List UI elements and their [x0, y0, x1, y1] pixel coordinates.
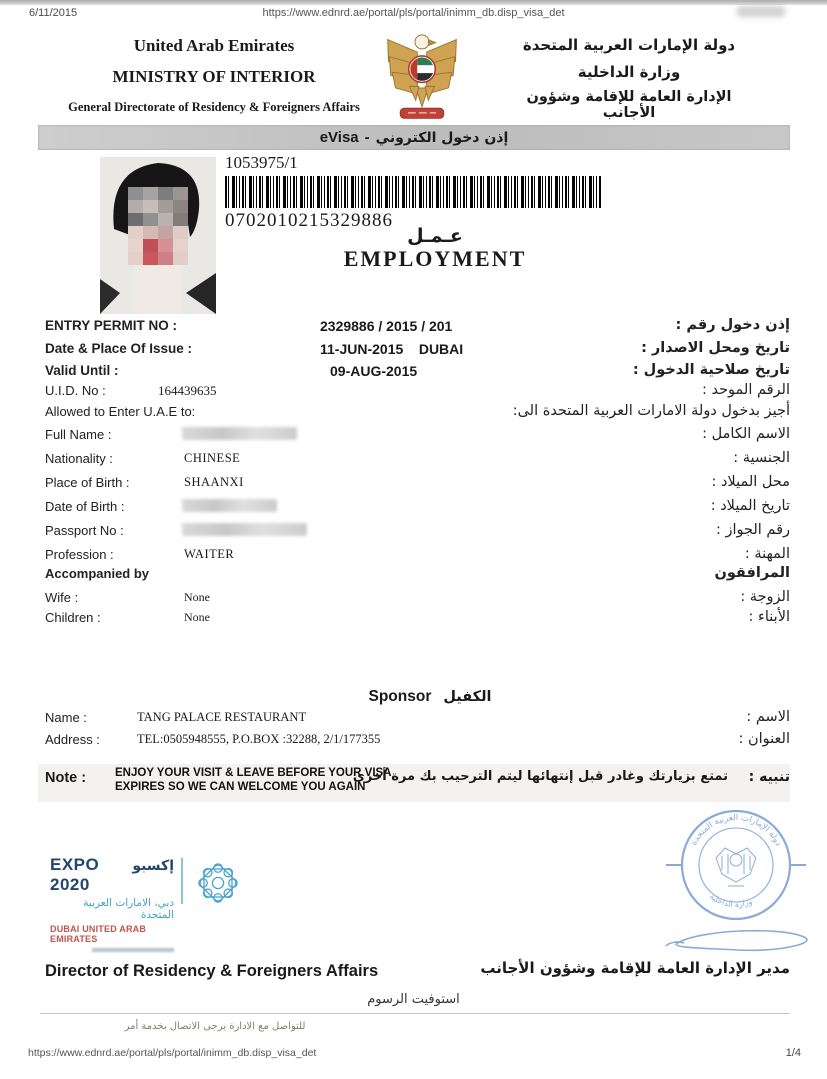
field-row-full-name — [45, 427, 790, 445]
field-label-en: Passport No : — [45, 523, 124, 538]
letterhead-english — [64, 36, 364, 115]
field-label-en: Place of Birth : — [45, 475, 130, 490]
field-row-place-of-birth — [45, 475, 790, 493]
accompanied-heading — [45, 566, 790, 584]
sponsor-row-address — [45, 732, 790, 750]
evisa-title-ar: إذن دخول الكتروني — [375, 129, 509, 146]
visa-type-ar: عـمـل — [407, 225, 463, 247]
expo-2020-logo — [50, 855, 174, 952]
applicant-photo — [100, 157, 216, 314]
contact-note-ar: للتواصل مع الادارة يرجى الاتصال بخدمة أمر — [124, 1021, 306, 1032]
field-row-valid-until — [45, 363, 790, 381]
ministry-name-ar: وزارة الداخلية — [577, 63, 681, 81]
field-value: 09-AUG-2015 — [330, 363, 418, 379]
official-stamp — [628, 796, 827, 958]
field-label-en: Date & Place Of Issue : — [45, 341, 193, 356]
evisa-title-en: eVisa — [319, 129, 359, 146]
page-number: 1/4 — [785, 1047, 801, 1059]
barcode-number: 0702010215329886 — [225, 210, 393, 231]
field-value: TANG PALACE RESTAURANT — [137, 710, 307, 724]
signature-scribble — [666, 931, 807, 951]
field-label-ar: إذن دخول رقم : — [675, 317, 790, 333]
field-value: 164439635 — [158, 383, 217, 398]
field-label-ar: الاسم : — [746, 709, 790, 725]
field-label-ar: تاريخ صلاحية الدخول : — [632, 362, 790, 378]
expo-fine-print — [92, 948, 174, 952]
document-url-footer: https://www.ednrd.ae/portal/pls/portal/inimm_db.disp_visa_det — [28, 1047, 317, 1059]
redacted-value — [182, 499, 277, 512]
field-row-entry-permit — [45, 318, 790, 336]
expo-rosette-icon — [190, 855, 246, 911]
note-row — [45, 767, 790, 799]
field-value: WAITER — [184, 547, 235, 561]
sponsor-heading-ar: الكفيل — [443, 689, 492, 705]
field-row-nationality — [45, 451, 790, 469]
directorate-name-ar: الإدارة العامة للإقامة وشؤون الأجانب — [526, 89, 732, 121]
director-title-en: Director of Residency & Foreigners Affairs — [45, 962, 379, 980]
field-label-ar: الزوجة : — [740, 589, 790, 605]
scan-edge-artifact — [0, 0, 827, 5]
field-value: TEL:0505948555, P.O.BOX :32288, 2/1/177355 — [137, 732, 381, 746]
field-label-en: Children : — [45, 610, 101, 625]
field-label-ar: أجيز بدخول دولة الامارات العربية المتحدة الى: — [512, 403, 790, 419]
field-row-profession — [45, 547, 790, 565]
field-row-wife — [45, 590, 790, 608]
field-label-en: Allowed to Enter U.A.E to: — [45, 404, 196, 419]
redacted-value — [182, 523, 307, 536]
field-row-date-of-birth — [45, 499, 790, 517]
sponsor-heading-en: Sponsor — [368, 688, 432, 705]
expo-line3-en: DUBAI UNITED ARAB EMIRATES — [50, 924, 147, 944]
stamp-ring-text-bottom: وزارة الداخلية — [708, 891, 754, 910]
field-row-uid — [45, 383, 790, 401]
visa-file-number: 1053975/1 — [225, 153, 298, 172]
country-name-ar: دولة الإمارات العربية المتحدة — [522, 36, 736, 54]
field-label-en: Address : — [45, 732, 100, 747]
field-label-en: Full Name : — [45, 427, 112, 442]
note-text-ar: تمتع بزيارتك وغادر قبل إنتهائها ليتم الترحيب بك مرة أخرى — [352, 769, 728, 784]
expo-divider — [181, 858, 183, 904]
note-label-en: Note : — [45, 770, 87, 786]
sponsor-row-name — [45, 710, 790, 728]
field-value: None — [184, 610, 210, 624]
field-label-en: Name : — [45, 710, 87, 725]
print-date: 6/11/2015 — [29, 7, 78, 19]
field-label-en: U.I.D. No : — [45, 383, 106, 398]
expo-line2-ar: دبي، الامارات العربية المتحدة — [83, 897, 174, 921]
field-label-ar: الجنسية : — [733, 450, 790, 466]
field-label-ar: المهنة : — [744, 546, 790, 562]
stamp-ring-text-top: دولة الإمارات العربية المتحدة — [689, 812, 784, 848]
visa-type-en: EMPLOYMENT — [343, 246, 527, 271]
field-label-en: ENTRY PERMIT NO : — [45, 318, 178, 333]
note-line1: ENJOY YOUR VISIT & LEAVE BEFORE YOUR VISA — [115, 767, 392, 779]
field-label-ar: العنوان : — [738, 731, 790, 747]
field-label-ar: رقم الجواز : — [715, 522, 790, 538]
country-name-en: United Arab Emirates — [133, 36, 295, 55]
directorate-name-en: General Directorate of Residency & Foreigners Affairs — [68, 100, 360, 114]
sponsor-heading — [330, 688, 530, 706]
fees-collected-ar: استوفيت الرسوم — [367, 992, 460, 1007]
field-label-ar: الرقم الموحد : — [701, 382, 790, 398]
note-text-en — [115, 767, 392, 794]
ministry-name-en: MINISTRY OF INTERIOR — [112, 67, 316, 86]
field-label-en: Profession : — [45, 547, 114, 562]
accompanied-heading-ar: المرافقون — [714, 565, 790, 581]
letterhead-arabic — [500, 36, 758, 121]
field-label-en: Wife : — [45, 590, 79, 605]
field-label-ar: محل الميلاد : — [711, 474, 790, 490]
document-url-header: https://www.ednrd.ae/portal/pls/portal/inimm_db.disp_visa_det — [262, 7, 565, 19]
field-label-ar: الأبناء : — [748, 609, 790, 625]
field-value: 11-JUN-2015 DUBAI — [320, 341, 464, 357]
field-value: SHAANXI — [184, 475, 244, 489]
expo-line1-en: EXPO 2020 — [50, 855, 100, 894]
footer-divider — [40, 1013, 790, 1014]
field-value: CHINESE — [184, 451, 241, 465]
evisa-title-separator: - — [364, 129, 370, 146]
expo-line1-ar: إكسبو — [132, 858, 174, 874]
redacted-value — [182, 427, 297, 440]
field-label-ar: الاسم الكامل : — [702, 426, 790, 442]
barcode — [225, 176, 602, 208]
field-row-passport — [45, 523, 790, 541]
uae-falcon-emblem-icon — [383, 30, 461, 124]
field-label-en: Date of Birth : — [45, 499, 125, 514]
note-label-ar: تنبيه : — [748, 769, 790, 785]
field-label-ar: تاريخ الميلاد : — [710, 498, 790, 514]
svg-text:دولة الإمارات العربية المتحدة — [689, 813, 783, 848]
field-row-allowed-to-enter — [45, 404, 790, 422]
evisa-title-banner — [38, 125, 790, 150]
director-title-ar: مدير الإدارة العامة للإقامة وشؤون الأجانب — [480, 959, 790, 977]
field-row-issue — [45, 341, 790, 359]
field-value: None — [184, 590, 210, 604]
field-row-children — [45, 610, 790, 628]
field-label-en: Valid Until : — [45, 363, 119, 378]
field-label-en: Nationality : — [45, 451, 113, 466]
note-line2: EXPIRES SO WE CAN WELCOME YOU AGAIN — [115, 780, 366, 793]
svg-text:وزارة الداخلية — [708, 892, 753, 909]
field-value: 2329886 / 2015 / 201 — [320, 318, 453, 334]
field-label-ar: تاريخ ومحل الاصدار : — [641, 340, 790, 356]
accompanied-heading-en: Accompanied by — [45, 566, 150, 581]
